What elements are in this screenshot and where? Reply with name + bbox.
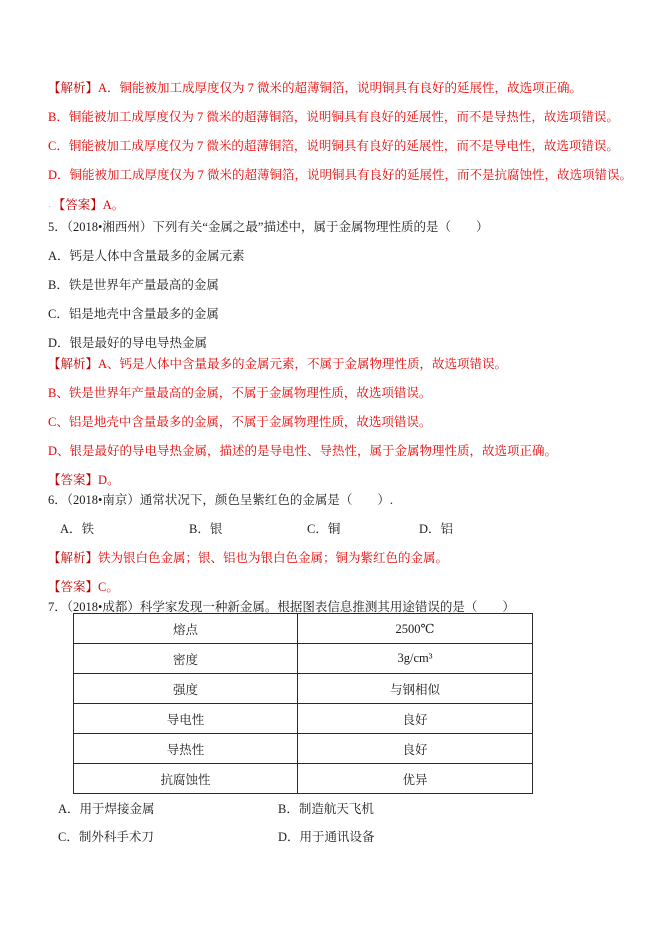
property-cell: 导电性 <box>74 704 298 734</box>
q5-answer-value: D。 <box>98 473 120 487</box>
q5-analysis-line-a: 【解析】A、钙是人体中含量最多的金属元素，不属于金属物理性质，故选项错误。 <box>48 357 508 371</box>
property-cell: 抗腐蚀性 <box>74 764 298 794</box>
q6-option-a: A．铁 <box>60 522 95 536</box>
q7-option-b: B．制造航天飞机 <box>278 802 374 816</box>
table-row <box>74 764 533 794</box>
q7-options-grid <box>48 795 633 851</box>
q5-analysis-line-d: D、银是最好的导电导热金属，描述的是导电性、导热性，属于金属物理性质，故选项正确。 <box>48 444 558 458</box>
q6-options-row <box>48 515 633 544</box>
q7-option-d: D．用于通讯设备 <box>278 830 375 844</box>
value-cell: 2500℃ <box>298 614 533 644</box>
q7-option-a: A．用于焊接金属 <box>58 802 155 816</box>
q4-analysis-line-c: C．铜能被加工成厚度仅为 7 微米的超薄铜箔，说明铜具有良好的延展性，而不是导电性，故选项错误。 <box>48 139 619 153</box>
q6-stem: 6．（2018•南京）通常状况下，颜色呈紫红色的金属是（ ）. <box>48 493 394 507</box>
q5-option-b: B．铁是世界年产量最高的金属 <box>48 278 219 292</box>
property-cell: 熔点 <box>74 614 298 644</box>
q6-option-c: C．铜 <box>307 522 341 536</box>
analysis-label: 【解析】 <box>48 551 99 565</box>
table-row <box>74 674 533 704</box>
property-cell: 密度 <box>74 644 298 674</box>
q6-answer-value: C。 <box>98 580 119 594</box>
answer-label: 【答案】 <box>48 580 99 594</box>
q7-option-c: C．制外科手术刀 <box>58 830 154 844</box>
q7-stem: 7．（2018•成都）科学家发现一种新金属。根据图表信息推测其用途错误的是（ ） <box>48 600 515 614</box>
q5-option-d: D．银是最好的导电导热金属 <box>48 336 208 350</box>
q6-option-b: B．银 <box>189 522 223 536</box>
q5-option-a: A．钙是人体中含量最多的金属元素 <box>48 249 245 263</box>
value-cell: 与钢相似 <box>298 674 533 704</box>
table-row <box>74 734 533 764</box>
q5-stem: 5．（2018•湘西州）下列有关“金属之最”描述中，属于金属物理性质的是（ ） <box>48 220 489 234</box>
property-cell: 强度 <box>74 674 298 704</box>
stray-dot: ． <box>48 199 58 209</box>
property-cell: 导热性 <box>74 734 298 764</box>
table-row <box>74 644 533 674</box>
value-cell: 良好 <box>298 734 533 764</box>
q4-answer-value: A。 <box>102 198 125 212</box>
q5-option-c: C．铝是地壳中含量最多的金属 <box>48 307 219 321</box>
analysis-label: 【解析】 <box>48 357 99 371</box>
q5-analysis-line-b: B、铁是世界年产量最高的金属，不属于金属物理性质，故选项错误。 <box>48 386 432 400</box>
answer-label: 【答案】 <box>48 473 99 487</box>
answer-label: 【答案】 <box>59 198 103 212</box>
q4-analysis-line-a: 【解析】A．铜能被加工成厚度仅为 7 微米的超薄铜箔，说明铜具有良好的延展性，故选项正确。 <box>48 81 583 95</box>
value-cell: 3g/cm³ <box>298 644 533 674</box>
q5-analysis-line-c: C、铝是地壳中含量最多的金属，不属于金属物理性质，故选项错误。 <box>48 415 432 429</box>
q6-option-d: D．铝 <box>419 522 454 536</box>
analysis-label: 【解析】 <box>48 81 99 95</box>
value-cell: 优异 <box>298 764 533 794</box>
q4-analysis-line-d: D．铜能被加工成厚度仅为 7 微米的超薄铜箔，说明铜具有良好的延展性，而不是抗腐蚀性，故选项错误。 <box>48 168 633 182</box>
table-row <box>74 704 533 734</box>
value-cell: 良好 <box>298 704 533 734</box>
q7-property-table <box>73 613 533 794</box>
q6-analysis-line: 【解析】铁为银白色金属；银、铝也为银白色金属；铜为紫红色的金属。 <box>48 551 449 565</box>
q4-analysis-line-b: B．铜能被加工成厚度仅为 7 微米的超薄铜箔，说明铜具有良好的延展性，而不是导热性，故选项错误。 <box>48 110 619 124</box>
